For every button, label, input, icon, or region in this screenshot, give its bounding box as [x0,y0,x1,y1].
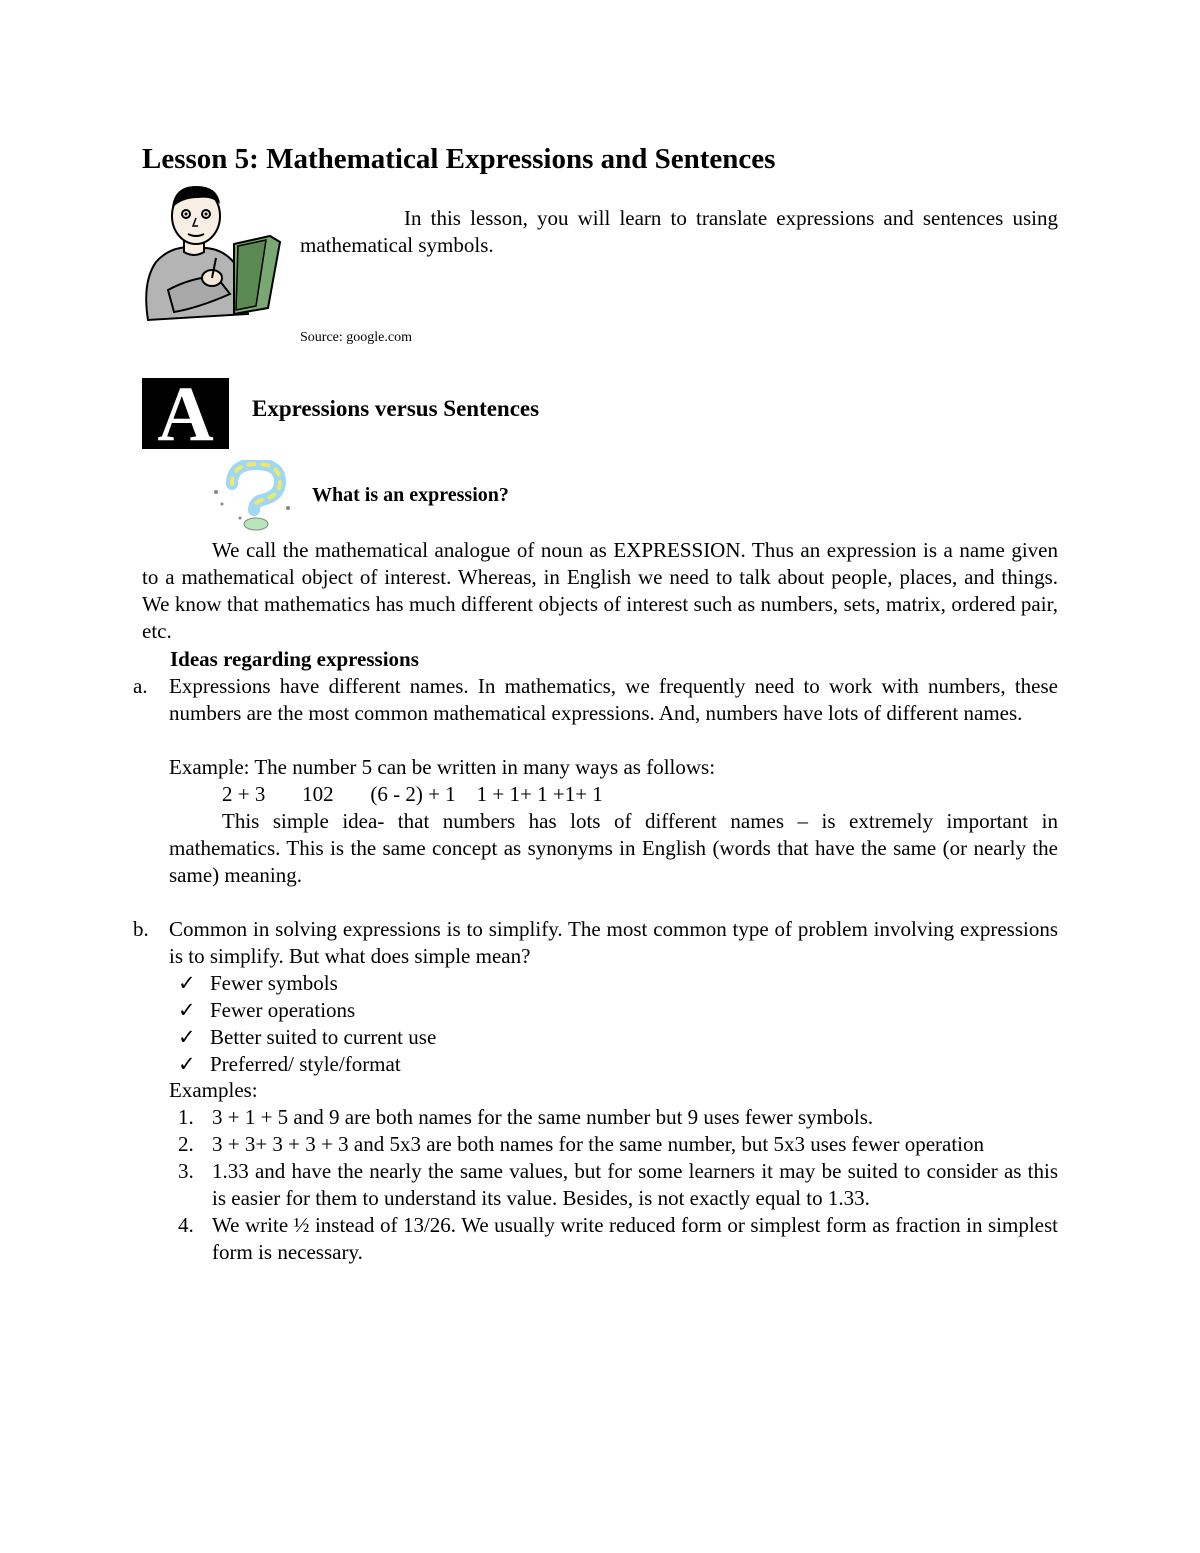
checkmark-icon: ✓ [178,1052,196,1076]
checklist-item: ✓ Fewer operations [178,998,356,1022]
list-item: 2. 3 + 3+ 3 + 3 + 3 and 5x3 are both names for the same number, but 5x3 uses fewer operation [178,1132,985,1156]
section-letter-badge: A [142,378,229,449]
expression-definition-paragraph: We call the mathematical analogue of noun as EXPRESSION. Thus an expression is a name given to a mathematical object of interest. Whereas, in English we need to talk about people, places, and things. We know that mathematics has much different objects of interest such as numbers, sets, matrix, ordered pair, etc. [142,538,1058,643]
intro-paragraph [300,205,1058,259]
intro-text: In this lesson, you will learn to translate expressions and sentences using mathematical symbols. [300,206,1058,257]
question-mark-icon [210,460,294,534]
source-caption: Source: google.com [300,330,412,345]
list-item: 3. 1.33 and have the nearly the same values, but for some learners it may be suited to consider as this is easier for them to understand its value. Besides, is not exactly equal to 1.33. [178,1159,1058,1210]
item-b-text: Common in solving expressions is to simplify. The most common type of problem involving expressions is to simplify. But what does simple mean? [169,917,1058,968]
checkmark-icon: ✓ [178,1025,196,1049]
item-a-text: Expressions have different names. In mathematics, we frequently need to work with numbers, these numbers are the most common mathematical expressions. And, numbers have lots of different names. [169,674,1058,725]
checkmark-icon: ✓ [178,998,196,1022]
checklist-item: ✓ Preferred/ style/format [178,1052,401,1076]
checklist-item: ✓ Fewer symbols [178,971,338,995]
list-item: 4. We write ½ instead of 13/26. We usually write reduced form or simplest form as fraction in simplest form is necessary. [178,1213,1058,1264]
subsection-question: What is an expression? [312,484,509,506]
simplify-checklist [178,970,436,1078]
checkmark-icon: ✓ [178,971,196,995]
list-item: 1. 3 + 1 + 5 and 9 are both names for the same number but 9 uses fewer symbols. [178,1105,874,1129]
list-marker-a: a. [133,674,148,698]
section-title: Expressions versus Sentences [252,396,540,421]
page-title: Lesson 5: Mathematical Expressions and Sentences [142,143,776,175]
list-marker-b: b. [133,917,149,941]
examples-label: Examples: [169,1078,258,1102]
item-a-example: Example: The number 5 can be written in many ways as follows: [169,755,716,779]
ideas-heading: Ideas regarding expressions [170,647,419,671]
examples-list [178,1104,1058,1266]
checklist-item: ✓ Better suited to current use [178,1025,437,1049]
item-a-paragraph: This simple idea- that numbers has lots of different names – is extremely important in mathematics. This is the same concept as synonyms in English (words that have the same (or nearly the same) meaning. [169,809,1058,887]
man-with-clipboard-illustration [138,182,286,324]
item-a-number-names: 2 + 3 102 (6 - 2) + 1 1 + 1+ 1 +1+ 1 [222,782,603,806]
